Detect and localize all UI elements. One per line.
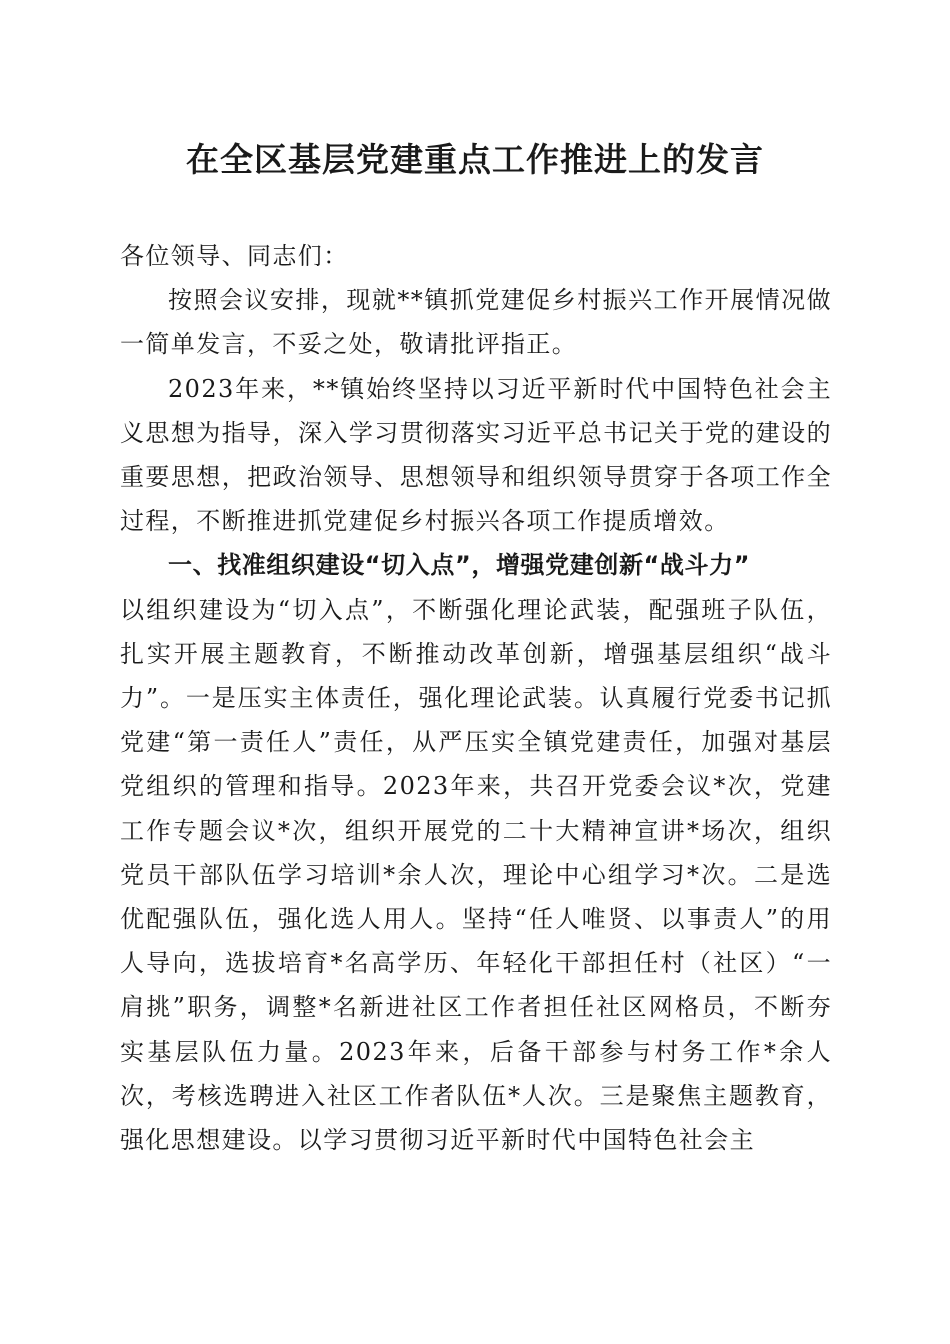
salutation: 各位领导、同志们： bbox=[120, 242, 349, 270]
document-title: 在全区基层党建重点工作推进上的发言 bbox=[186, 140, 764, 179]
document-body bbox=[120, 234, 832, 1162]
intro-paragraph: 按照会议安排，现就**镇抓党建促乡村振兴工作开展情况做一简单发言，不妥之处，敬请批评指正。 bbox=[120, 286, 832, 359]
overview-paragraph: 2023年来，**镇始终坚持以习近平新时代中国特色社会主义思想为指导，深入学习贯彻落实习近平总书记关于党的建设的重要思想，把政治领导、思想领导和组织领导贯穿于各项工作全过程，不断推进抓党建促乡村振兴各项工作提质增效。 bbox=[120, 374, 832, 536]
section-1-heading: 一、找准组织建设“切入点”，增强党建创新“战斗力” bbox=[168, 551, 751, 580]
section-1-body: 以组织建设为“切入点”，不断强化理论武装，配强班子队伍，扎实开展主题教育，不断推动改革创新，增强基层组织“战斗力”。一是压实主体责任，强化理论武装。认真履行党委书记抓党建“第一责任人”责任，从严压实全镇党建责任，加强对基层党组织的管理和指导。2023年来，共召开党委会议*次，党建工作专题会议*次，组织开展党的二十大精神宣讲*场次，组织党员干部队伍学习培训*余人次，理论中心组学习*次。二是选优配强队伍，强化选人用人。坚持“任人唯贤、以事责人”的用人导向，选拔培育*名高学历、年轻化干部担任村（社区）“一肩挑”职务，调整*名新进社区工作者担任社区网格员，不断夯实基层队伍力量。2023年来，后备干部参与村务工作*余人次，考核选聘进入社区工作者队伍*人次。三是聚焦主题教育，强化思想建设。以学习贯彻习近平新时代中国特色社会主 bbox=[120, 595, 832, 1155]
